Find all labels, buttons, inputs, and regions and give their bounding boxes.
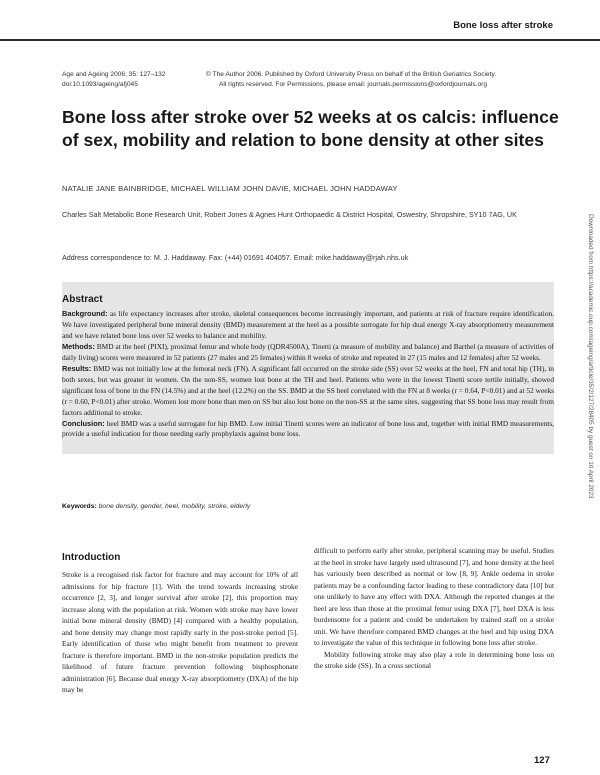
results-text: BMD was not initially low at the femoral neck (FN). A significant fall occurred on the stroke side (SS) over 52 weeks at the heel, FN and total hip (TH), in both sexes, but was greater in women. On the non-SS, women lost bone at the TH and heel. Patients who were in the lowest Tinetti score tertile initially, showed significant loss of bone in the FN (14.5%) and at the heel (12.2%) on the SS. BMD at the SS heel correlated with the FN at 8 weeks (r = 0.64, P<0.01) and at 52 weeks (r = 0.60, P<0.01) after stroke. Women lost more bone than men on SS but also lost bone on the non-SS at the same sites, suggesting that SS bone loss may result from factors additional to stroke. <box>62 363 554 417</box>
methods-text: BMD at the heel (PIXI), proximal femur and whole body (QDR4500A), Tinetti (a measure of mobility and balance) and Barthel (a measure of activities of daily living) scores were measured in 52 patients (27 males and 25 females) within 8 weeks of stroke and repeated in 27 (15 males and 12 females) after 52 weeks. <box>62 341 554 362</box>
background-text: as life expectancy increases after stroke, skeletal consequences become increasingly important, and patients at risk of fracture require identification. We have investigated peripheral bone mineral density (BMD) measurement at the heel as a possible surrogate for hip dual energy X-ray absorptiometry measurement and we have related bone loss over 52 weeks to balance and mobility. <box>62 309 554 340</box>
abstract-results <box>62 364 554 419</box>
page-number: 127 <box>534 755 550 766</box>
body-column-left <box>62 569 298 696</box>
intro-paragraph-1: Stroke is a recognised risk factor for fracture and may account for 10% of all admissions for hip fracture [1]. With the trend towards increasing stroke occurrence [2, 3], and longer survival after stroke [2], this proportion may increase along with the population at risk. Women with stroke may have lower initial bone mineral density (BMD) [4] compared with a healthy population, and bone density may change most rapidly early in the post-stroke period [5]. Early identification of those who might benefit from treatment to prevent fracture is therefore important. BMD in the non-stroke population predicts the likelihood of future fracture prevention following bisphosphonate administration [6]. Because dual energy X-ray absorptiometry (DXA) of the hip may be <box>62 570 298 695</box>
permissions-notice: All rights reserved. For Permissions, please email: journals.permissions@oxfordjournals.org <box>219 81 487 88</box>
header-rule <box>0 39 600 41</box>
journal-citation: Age and Ageing 2006; 35: 127–132 <box>62 71 166 78</box>
results-label: Results: <box>62 363 92 373</box>
keywords <box>62 503 554 510</box>
abstract-body <box>62 309 554 440</box>
background-label: Background: <box>62 309 108 318</box>
intro-paragraph-1-continued: difficult to perform early after stroke, peripheral scanning may be useful. Studies at the heel in stroke have largely used ultrasound [7], and bone density at the heel has variously been described as normal or low [8, 9]. Ankle oedema in stroke patients may be a confounding factor leading to these contradictory data [10] but one unlikely to have any effect with DXA. Although the reported changes at the heel are less than those at the proximal femur using DXA [7], heel DXA is less burdensome for a patient and could be undertaken by trained staff on a stroke unit. We have therefore compared BMD changes at the heel and hip using DXA to investigate the value of this technique in following bone loss after stroke. <box>314 546 554 648</box>
abstract-conclusion <box>62 419 554 441</box>
abstract-heading: Abstract <box>62 294 103 305</box>
keywords-label: Keywords: <box>62 503 97 510</box>
body-column-right <box>314 545 554 672</box>
running-head: Bone loss after stroke <box>453 20 553 31</box>
download-watermark: Downloaded from https://academic.oup.com/ageing/article/35/2/127/28405 by guest on 10 April 2023 <box>587 214 594 499</box>
keywords-text: bone density, gender, heel, mobility, stroke, elderly <box>98 503 251 510</box>
article-title: Bone loss after stroke over 52 weeks at os calcis: influence of sex, mobility and relation to bone density at other sites <box>62 107 559 150</box>
author-list: NATALIE JANE BAINBRIDGE, MICHAEL WILLIAM JOHN DAVIE, MICHAEL JOHN HADDAWAY <box>62 184 398 193</box>
conclusion-text: heel BMD was a useful surrogate for hip BMD. Low initial Tinetti scores were an indicator of bone loss and, together with initial BMD measurements, provide a useful indication for those needing early prophylaxis against bone loss. <box>62 418 554 439</box>
doi[interactable]: doi:10.1093/ageing/afj045 <box>62 81 138 88</box>
methods-label: Methods: <box>62 341 95 351</box>
abstract-background <box>62 309 554 342</box>
correspondence: Address correspondence to: M. J. Haddaway. Fax: (+44) 01691 404057. Email: mike.haddaway@rjah.nhs.uk <box>62 253 409 262</box>
abstract-methods <box>62 342 554 364</box>
copyright-notice: © The Author 2006. Published by Oxford University Press on behalf of the British Geriatrics Society. <box>206 71 497 78</box>
intro-paragraph-2: Mobility following stroke may also play a role in determining bone loss on the stroke side (SS). In a cross sectional <box>314 649 554 671</box>
affiliation: Charles Salt Metabolic Bone Research Unit, Robert Jones & Agnes Hunt Orthopaedic & District Hospital, Oswestry, Shropshire, SY10 7AG, UK <box>62 210 517 219</box>
introduction-heading: Introduction <box>62 552 121 563</box>
conclusion-label: Conclusion: <box>62 418 105 428</box>
